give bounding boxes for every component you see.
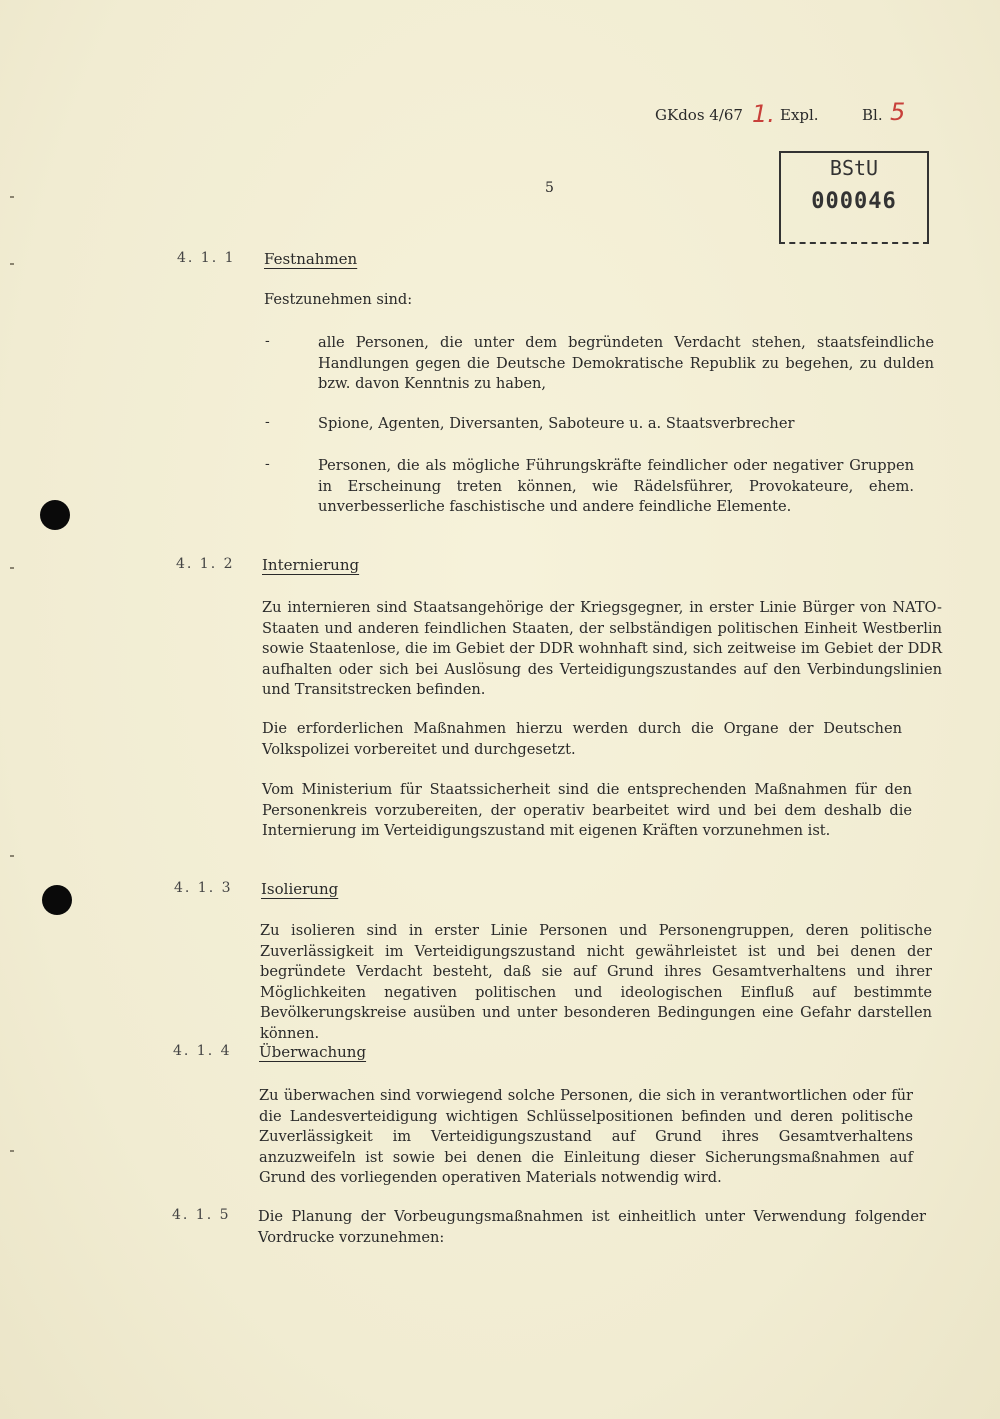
- section-intro: Festzunehmen sind:: [264, 291, 413, 308]
- punch-hole: [42, 885, 72, 915]
- section-title: Internierung: [262, 556, 360, 574]
- header-sheet-number: 5: [890, 98, 906, 126]
- section-number: 4. 1. 4: [173, 1043, 232, 1059]
- list-dash: -: [265, 333, 270, 349]
- list-dash: -: [265, 414, 270, 430]
- section-paragraph: Vom Ministerium für Staatssicherheit sind die entsprechenden Maßnahmen für den Personenkreis vorzubereiten, der operativ bearbeitet wird und bei dem deshalb die Internierung im Verteidigungszustand mit eigenen Kräften vorzunehmen ist.: [262, 781, 912, 839]
- page-number: 5: [545, 180, 554, 196]
- scan-mark: [10, 567, 14, 569]
- section-title: Isolierung: [261, 880, 339, 898]
- section-paragraph: Die erforderlichen Maßnahmen hierzu werden durch die Organe der Deutschen Volkspolizei vorbereitet und durchgesetzt.: [262, 720, 902, 758]
- section-paragraph: Zu internieren sind Staatsangehörige der Kriegsgegner, in erster Linie Bürger von NATO-Staaten und anderen feindlichen Staaten, der selbständigen politischen Einheit Westberlin sowie Staatenlose, die im Gebiet der DDR wohnhaft sind, sich zeitweise im Gebiet der DDR aufhalten oder sich bei Auslösung des Verteidigungszustandes auf den Verbindungslinien und Transitstrecken befinden.: [262, 599, 942, 698]
- section-number: 4. 1. 1: [177, 250, 236, 266]
- scan-mark: [10, 263, 14, 265]
- header-copy-number: 1.: [752, 100, 775, 128]
- stamp-number: 000046: [811, 189, 897, 214]
- header-classification: GKdos 4/67: [655, 106, 743, 124]
- punch-hole: [40, 500, 70, 530]
- section-number: 4. 1. 2: [176, 556, 235, 572]
- header-expl-label: Expl.: [780, 106, 819, 124]
- list-item: Spione, Agenten, Diversanten, Saboteure u. a. Staatsverbrecher: [318, 415, 795, 432]
- section-paragraph: Zu überwachen sind vorwiegend solche Personen, die sich in verantwortlichen oder für die Landesverteidigung wichtigen Schlüsselpositionen befinden und deren politische Zuverlässigkeit im Verteidigungszustand auf Grund ihres Gesamtverhaltens anzuzweifeln ist sowie bei denen die Einleitung dieser Sicherungsmaßnahmen auf Grund des vorliegenden operativen Materials notwendig wird.: [259, 1087, 913, 1186]
- list-item: Personen, die als mögliche Führungskräfte feindlicher oder negativer Gruppen in Erscheinung treten können, wie Rädelsführer, Provokateure, ehem. unverbesserliche faschistische und andere feindliche Elemente.: [318, 457, 914, 515]
- list-item: alle Personen, die unter dem begründeten Verdacht stehen, staatsfeindliche Handlungen gegen die Deutsche Demokratische Republik zu begehen, zu dulden bzw. davon Kenntnis zu haben,: [318, 334, 934, 392]
- section-title: Überwachung: [259, 1043, 367, 1061]
- scan-mark: [10, 855, 14, 857]
- section-paragraph: Zu isolieren sind in erster Linie Personen und Personengruppen, deren politische Zuverlässigkeit im Verteidigungszustand nicht gewährleistet ist und bei denen der begründete Verdacht besteht, daß sie auf Grund ihres Gesamtverhaltens und ihrer Möglichkeiten negativen politischen und ideologischen Einfluß auf bestimmte Bevölkerungskreise ausüben und unter besonderen Bedingungen eine Gefahr darstellen können.: [260, 922, 932, 1042]
- section-paragraph: Die Planung der Vorbeugungsmaßnahmen ist einheitlich unter Verwendung folgender Vordrucke vorzunehmen:: [258, 1208, 926, 1246]
- scan-mark: [10, 196, 14, 198]
- section-number: 4. 1. 5: [172, 1207, 231, 1223]
- section-number: 4. 1. 3: [174, 880, 233, 896]
- section-title: Festnahmen: [264, 250, 358, 268]
- archive-stamp: [779, 151, 929, 244]
- list-dash: -: [265, 456, 270, 472]
- stamp-org: BStU: [829, 156, 879, 180]
- header-sheet-label: Bl.: [862, 106, 883, 124]
- scan-mark: [10, 1150, 14, 1152]
